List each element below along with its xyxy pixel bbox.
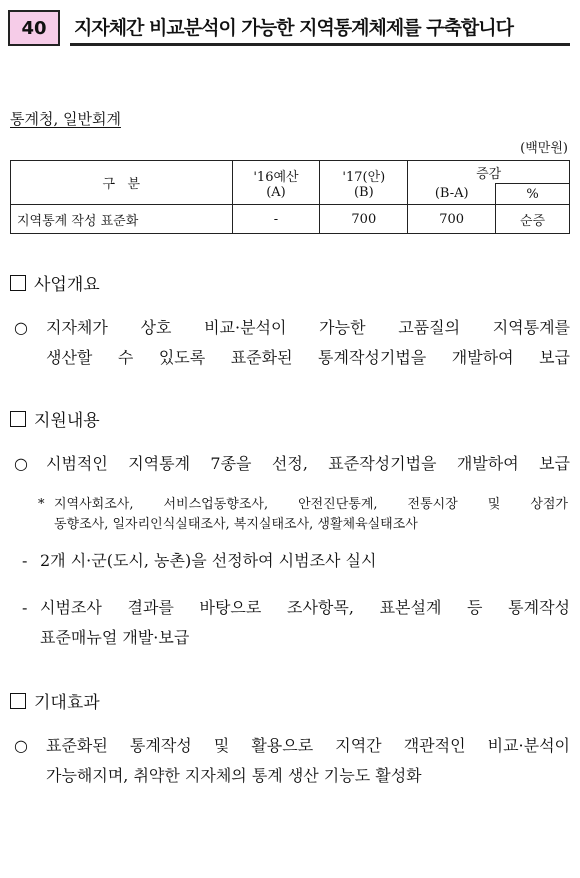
header-2017-label: '17(안): [342, 169, 386, 185]
row-diff: 700: [408, 205, 496, 234]
overview-line-1: 지자체가 상호 비교·분석이 가능한 고품질의 지역통계를: [46, 318, 570, 337]
section-effect-title: 기대효과: [34, 693, 100, 713]
budget-table: [10, 160, 570, 234]
table-row: [11, 205, 570, 234]
row-2016: -: [232, 205, 320, 234]
header-2017-sub: (B): [353, 184, 374, 200]
support-line-1: 시범적인 지역통계 7종을 선정, 표준작성기법을 개발하여 보급: [46, 454, 570, 473]
page-title: 지자체간 비교분석이 가능한 지역통계체제를 구축합니다: [70, 10, 570, 46]
effect-bullet: [14, 731, 570, 791]
section-number-badge: 40: [8, 10, 60, 46]
circle-bullet-icon: ○: [14, 736, 28, 755]
header-pct: %: [496, 184, 570, 205]
asterisk-icon: *: [38, 497, 45, 512]
header-2016-sub: (A): [266, 184, 286, 200]
support-note-line-2: 동향조사, 일자리인식실태조사, 복지실태조사, 생활체육실태조사: [54, 517, 418, 532]
effect-line-2: 가능해지며, 취약한 지자체의 통계 생산 기능도 활성화: [46, 766, 422, 785]
circle-bullet-icon: ○: [14, 318, 28, 337]
support-dash-2-line-1: 시범조사 결과를 바탕으로 조사항목, 표본설계 등 통계작성: [40, 598, 570, 617]
header-2017: [320, 161, 408, 205]
support-dash-1: [22, 546, 570, 576]
section-support-title: 지원내용: [34, 411, 100, 431]
section-overview-title: 사업개요: [34, 275, 100, 295]
header-diff-sub: (B-A): [408, 184, 496, 205]
header-diff-label: 증감: [476, 166, 502, 182]
header-diff: [408, 161, 570, 184]
page-header: [8, 8, 570, 52]
circle-bullet-icon: ○: [14, 454, 28, 473]
square-bullet-icon: [10, 693, 26, 709]
support-note: [38, 495, 568, 535]
overview-bullet: [14, 313, 570, 373]
section-support-heading: [10, 406, 100, 431]
square-bullet-icon: [10, 275, 26, 291]
dash-bullet-icon: -: [22, 551, 28, 570]
header-2016: [232, 161, 320, 205]
row-2017: 700: [320, 205, 408, 234]
overview-line-2: 생산할 수 있도록 표준화된 통계작성기법을 개발하여 보급: [46, 348, 570, 367]
row-name: 지역통계 작성 표준화: [11, 205, 233, 234]
header-gubun: 구 분: [11, 161, 233, 205]
support-dash-2: [22, 593, 570, 653]
support-note-line-1: 지역사회조사, 서비스업동향조사, 안전진단통계, 전통시장 및 상점가: [54, 497, 568, 512]
square-bullet-icon: [10, 411, 26, 427]
support-bullet: [14, 449, 570, 479]
header-2016-label: '16예산: [253, 169, 299, 185]
unit-label: (백만원): [520, 141, 568, 156]
support-dash-2-line-2: 표준매뉴얼 개발·보급: [40, 628, 190, 647]
dash-bullet-icon: -: [22, 598, 28, 617]
row-pct: 순증: [496, 205, 570, 234]
support-dash-1-line-1: 2개 시·군(도시, 농촌)을 선정하여 시범조사 실시: [40, 551, 377, 570]
section-effect-heading: [10, 688, 100, 713]
effect-line-1: 표준화된 통계작성 및 활용으로 지역간 객관적인 비교·분석이: [46, 736, 570, 755]
section-overview-heading: [10, 270, 100, 295]
department-label: 통계청, 일반회계: [10, 110, 121, 128]
